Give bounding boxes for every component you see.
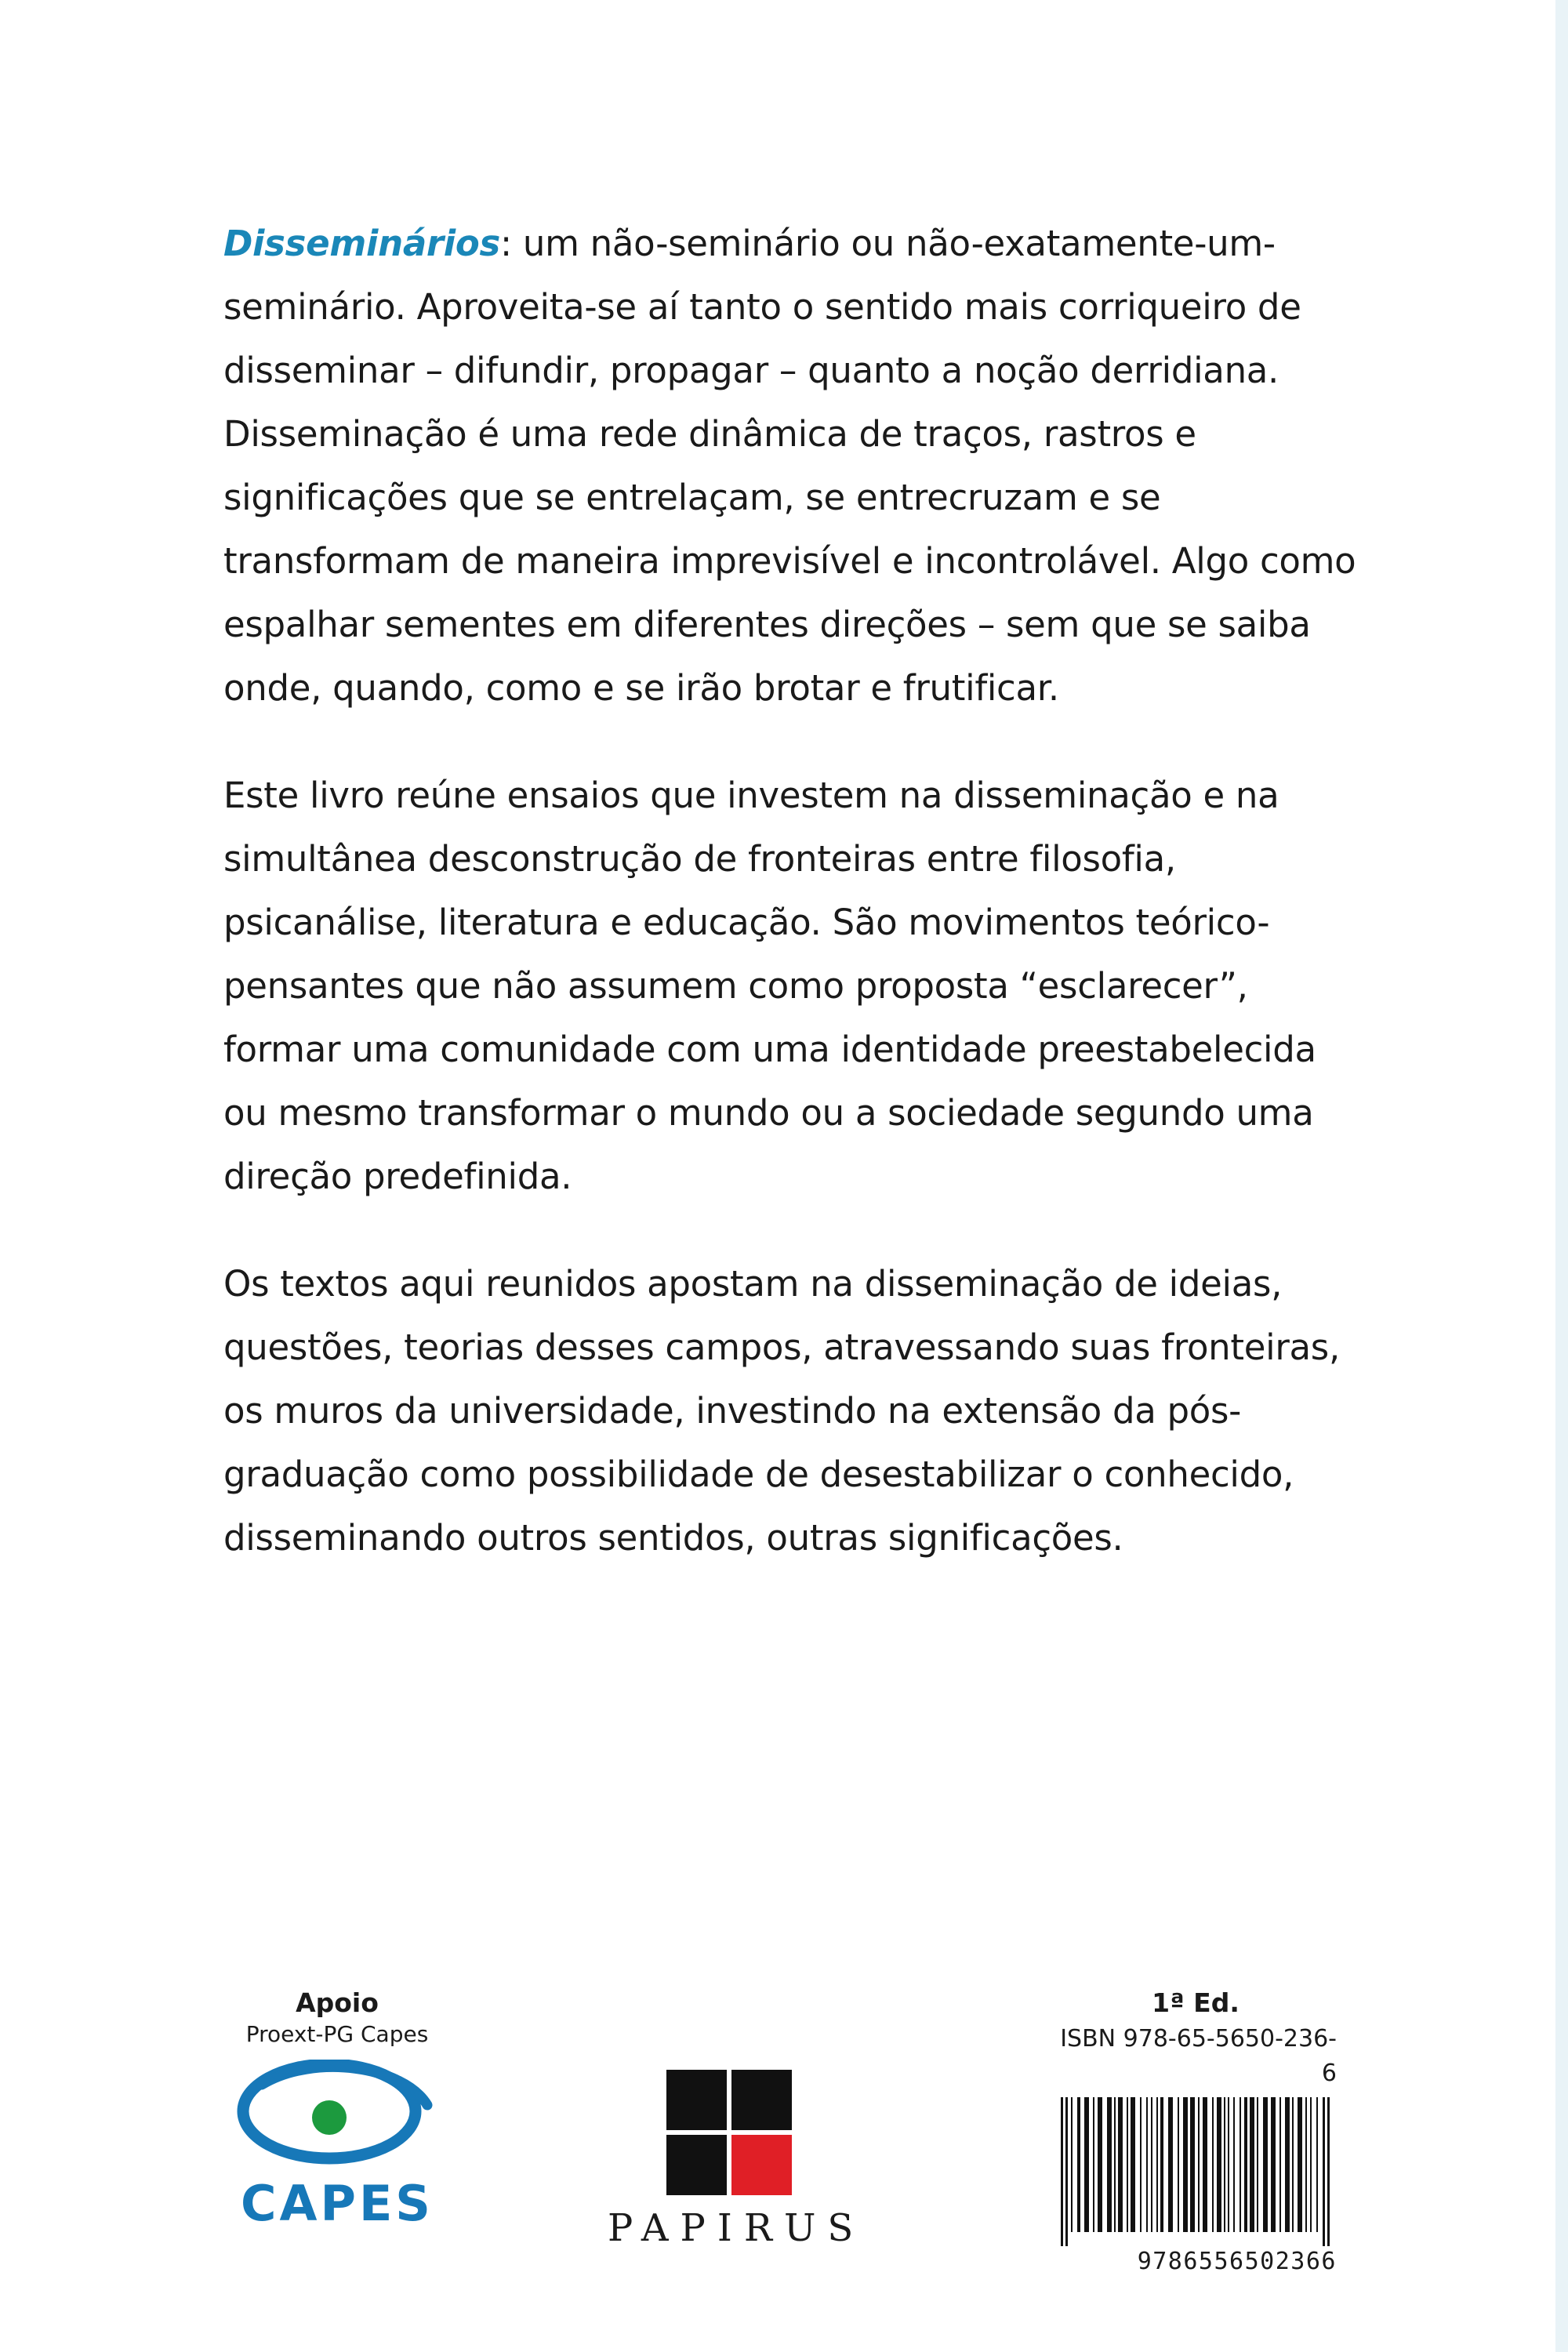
barcode-bar <box>1178 2097 1179 2232</box>
barcode-bar <box>1061 2097 1063 2246</box>
papirus-logo-mark <box>666 2070 792 2195</box>
barcode-bar <box>1316 2097 1318 2232</box>
blurb-paragraph-3: Os textos aqui reunidos apostam na disseminação de ideias, questões, teorias desses campos, atravessando suas fronteiras, os muros da universidade, investindo na extensão da pós-graduação como possibilidade de desestabilizar o conhecido, disseminando outros sentidos, outras significações. <box>223 1263 1340 1559</box>
barcode-bar <box>1107 2097 1112 2232</box>
barcode-bar <box>1244 2097 1247 2232</box>
isbn-block <box>1054 1987 1337 2275</box>
papirus-square-bottom-right <box>731 2135 792 2195</box>
barcode-bar <box>1271 2097 1276 2232</box>
barcode-bar <box>1233 2097 1235 2232</box>
support-subtitle: Proext-PG Capes <box>245 2021 429 2047</box>
barcode-bar <box>1257 2097 1258 2232</box>
edition-label: 1ª Ed. <box>1152 1987 1240 2018</box>
publisher-name: PAPIRUS <box>608 2206 866 2250</box>
barcode-bar <box>1228 2097 1229 2232</box>
support-block <box>212 1987 463 2232</box>
blurb-paragraph-1-text: : um não-seminário ou não-exatamente-um-seminário. Aproveita-se aí tanto o sentido mais corriqueiro de disseminar – difundir, propagar – quanto a noção derridiana. Disseminação é uma rede dinâmica de traços, rastros e significações que se entrelaçam, se entrecruzam e se transformam de maneira imprevisível e incontrolável. Algo como espalhar sementes em diferentes direções – sem que se saiba onde, quando, como e se irão brotar e frutificar. <box>223 223 1356 709</box>
blurb-paragraph-1 <box>223 212 1368 720</box>
barcode-bar <box>1323 2097 1325 2246</box>
barcode-bar <box>1131 2097 1135 2232</box>
barcode-bar <box>1183 2097 1188 2232</box>
barcode-bar <box>1305 2097 1307 2232</box>
barcode-bar <box>1298 2097 1302 2232</box>
blurb-paragraph-2: Este livro reúne ensaios que investem na disseminação e na simultânea desconstrução de fronteiras entre filosofia, psicanálise, literatura e educação. São movimentos teórico-pensantes que não assumem como proposta “esclarecer”, formar uma comunidade com uma identidade preestabelecida ou mesmo transformar o mundo ou a sociedade segundo uma direção predefinida. <box>223 775 1316 1197</box>
barcode-bar <box>1310 2097 1312 2232</box>
barcode-bar <box>1127 2097 1128 2232</box>
papirus-square-top-left <box>666 2070 727 2130</box>
barcode-bar <box>1203 2097 1207 2232</box>
capes-orbit-upper <box>262 2067 427 2105</box>
barcode-bar <box>1212 2097 1214 2232</box>
barcode-bar <box>1263 2097 1268 2232</box>
barcode-bar <box>1146 2097 1148 2232</box>
barcode-bar <box>1140 2097 1142 2232</box>
publisher-block <box>596 2070 866 2250</box>
barcode-bar <box>1118 2097 1123 2232</box>
lead-term: Disseminários <box>223 223 501 264</box>
barcode-bar <box>1160 2097 1163 2232</box>
capes-logo-text: CAPES <box>241 2175 434 2232</box>
barcode-bar <box>1077 2097 1080 2232</box>
barcode-digits: 9786556502366 <box>1137 2248 1337 2275</box>
barcode-bar <box>1292 2097 1294 2232</box>
capes-logo <box>227 2060 447 2232</box>
capes-green-dot <box>312 2100 347 2135</box>
barcode-bar <box>1093 2097 1094 2232</box>
papirus-square-bottom-left <box>666 2135 727 2195</box>
barcode-bar <box>1151 2097 1152 2232</box>
barcode-bar <box>1084 2097 1089 2232</box>
barcode-bar <box>1240 2097 1241 2232</box>
back-cover-blurb <box>223 212 1368 1613</box>
barcode-bar <box>1217 2097 1221 2232</box>
barcode <box>1054 2097 1337 2246</box>
barcode-bar <box>1285 2097 1290 2232</box>
barcode-bar <box>1327 2097 1330 2246</box>
papirus-square-top-right <box>731 2070 792 2130</box>
barcode-bar <box>1198 2097 1200 2232</box>
barcode-bar <box>1224 2097 1225 2232</box>
barcode-bar <box>1190 2097 1195 2232</box>
edge-strip <box>1555 0 1568 2352</box>
barcode-bar <box>1114 2097 1116 2232</box>
barcode-bar <box>1279 2097 1281 2232</box>
support-title: Apoio <box>296 1987 379 2018</box>
isbn-label: ISBN 978-65-5650-236-6 <box>1060 2025 1337 2087</box>
barcode-bar <box>1065 2097 1068 2246</box>
barcode-bar <box>1098 2097 1102 2232</box>
barcode-bar <box>1156 2097 1158 2232</box>
barcode-bar <box>1250 2097 1254 2232</box>
barcode-bar <box>1168 2097 1173 2232</box>
barcode-bar <box>1071 2097 1073 2232</box>
